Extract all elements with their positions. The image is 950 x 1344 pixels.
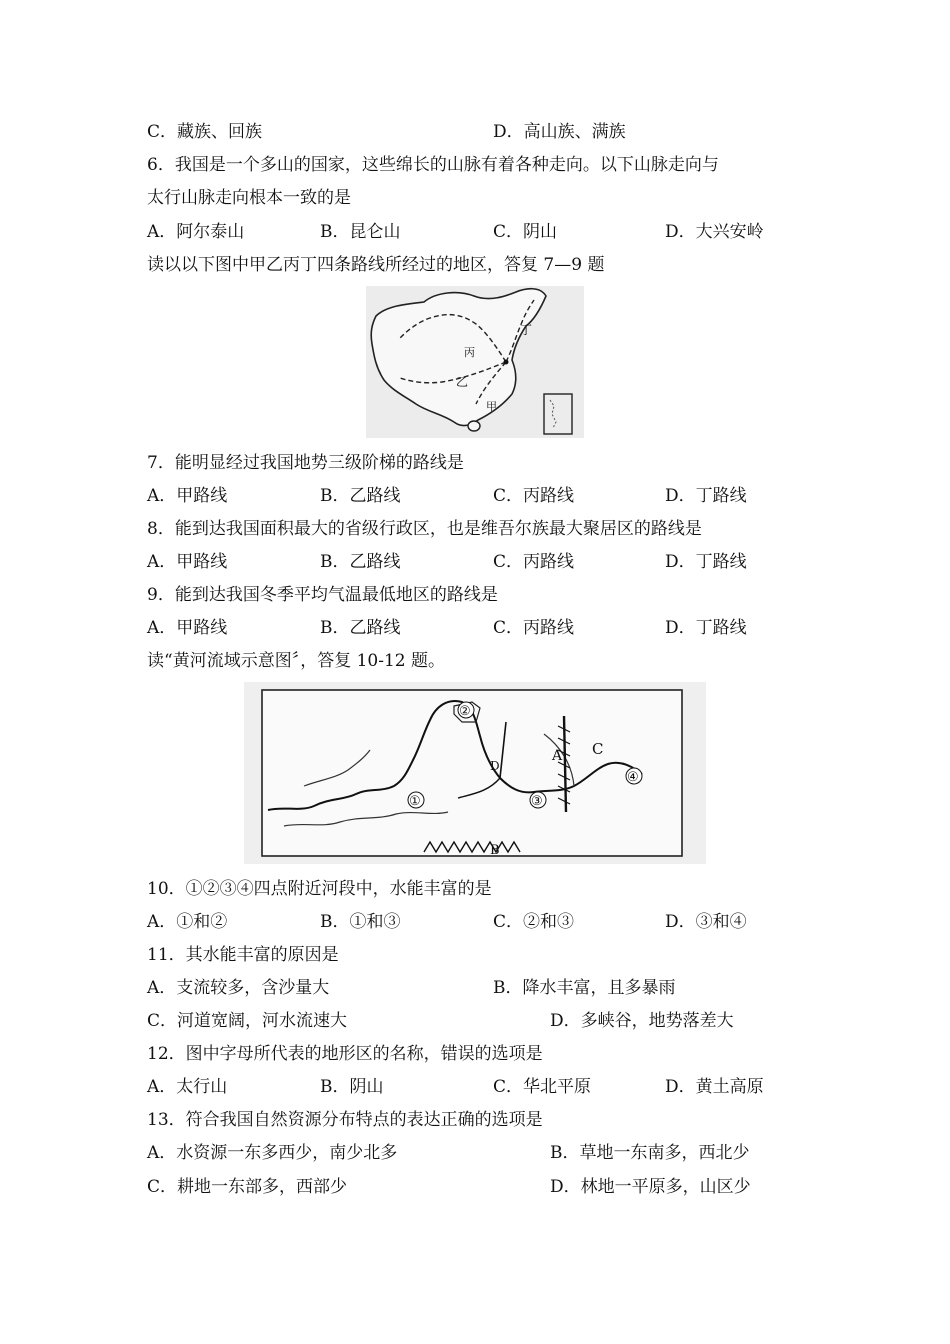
q7-option-b: B．乙路线 [320,486,401,506]
q7-stem: 7．能明显经过我国地势三级阶梯的路线是 [147,453,464,473]
q10-option-b: B．①和③ [320,912,401,932]
q12-option-b: B．阴山 [320,1077,384,1097]
q10-option-d: D．③和④ [665,912,747,932]
q6-stem-line1: 6．我国是一个多山的国家，这些绵长的山脉有着各种走向。以下山脉走向与 [147,155,719,175]
q13-option-b: B．草地一东南多，西北少 [550,1143,750,1163]
q12-option-c: C．华北平原 [493,1077,592,1097]
q9-option-d: D．丁路线 [665,618,747,638]
q7-option-a: A．甲路线 [147,486,228,506]
q6-option-c: C．阴山 [493,222,558,242]
q13-stem: 13．符合我国自然资源分布特点的表达正确的选项是 [147,1110,543,1130]
q6-option-b: B．昆仑山 [320,222,401,242]
label-c: C [592,740,604,758]
q10-option-a: A．①和② [147,912,228,932]
q11-option-d: D．多峡谷，地势落差大 [550,1011,734,1031]
q8-option-b: B．乙路线 [320,552,401,572]
hainan-island [468,421,480,431]
q12-stem: 12．图中字母所代表的地形区的名称，错误的选项是 [147,1044,543,1064]
q11-option-b: B．降水丰富，且多暴雨 [493,978,676,998]
q5-option-d: D．高山族、满族 [493,122,626,142]
label-b: B [490,843,500,858]
q5-option-c: C．藏族、回族 [147,122,263,142]
label-yi: 乙 [456,375,469,389]
label-d: D [490,759,500,773]
label-jia: 甲 [486,400,497,413]
q9-option-c: C．丙路线 [493,618,575,638]
marker-4: ④ [627,770,639,785]
q6-option-a: A．阿尔泰山 [147,222,245,242]
yellow-river-map [244,682,706,864]
q12-option-d: D．黄土高原 [665,1077,764,1097]
q11-option-c: C．河道宽阔，河水流速大 [147,1011,348,1031]
q10-stem: 10．①②③④四点附近河段中，水能丰富的是 [147,879,492,899]
q9-option-b: B．乙路线 [320,618,401,638]
route-origin-dot [504,360,509,365]
q7-option-d: D．丁路线 [665,486,747,506]
q9-option-a: A．甲路线 [147,618,228,638]
marker-2: ② [459,704,471,719]
routes-intro: 读以以下图中甲乙丙丁四条路线所经过的地区，答复 7—9 题 [147,255,605,275]
q13-option-a: A．水资源一东多西少，南少北多 [147,1143,398,1163]
q12-option-a: A．太行山 [147,1077,228,1097]
q7-option-c: C．丙路线 [493,486,575,506]
q10-option-c: C．②和③ [493,912,575,932]
q6-option-d: D．大兴安岭 [665,222,764,242]
label-bing: 丙 [464,346,475,359]
marker-3: ③ [531,794,543,809]
q8-stem: 8．能到达我国面积最大的省级行政区，也是维吾尔族最大聚居区的路线是 [147,519,702,539]
q8-option-a: A．甲路线 [147,552,228,572]
yellow-river-intro: 读“黄河流域示意图〞，答复 10-12 题。 [147,651,446,671]
q11-option-a: A．支流较多，含沙量大 [147,978,330,998]
q13-option-d: D．林地一平原多，山区少 [550,1177,751,1197]
china-routes-map [366,286,584,438]
q8-option-c: C．丙路线 [493,552,575,572]
q11-stem: 11．其水能丰富的原因是 [147,945,339,965]
q8-option-d: D．丁路线 [665,552,747,572]
q6-stem-line2: 太行山脉走向根本一致的是 [147,188,351,208]
q9-stem: 9．能到达我国冬季平均气温最低地区的路线是 [147,585,498,605]
marker-1: ① [409,794,421,809]
label-ding: 丁 [520,323,533,337]
q13-option-c: C．耕地一东部多，西部少 [147,1177,348,1197]
label-a: A [552,748,563,764]
